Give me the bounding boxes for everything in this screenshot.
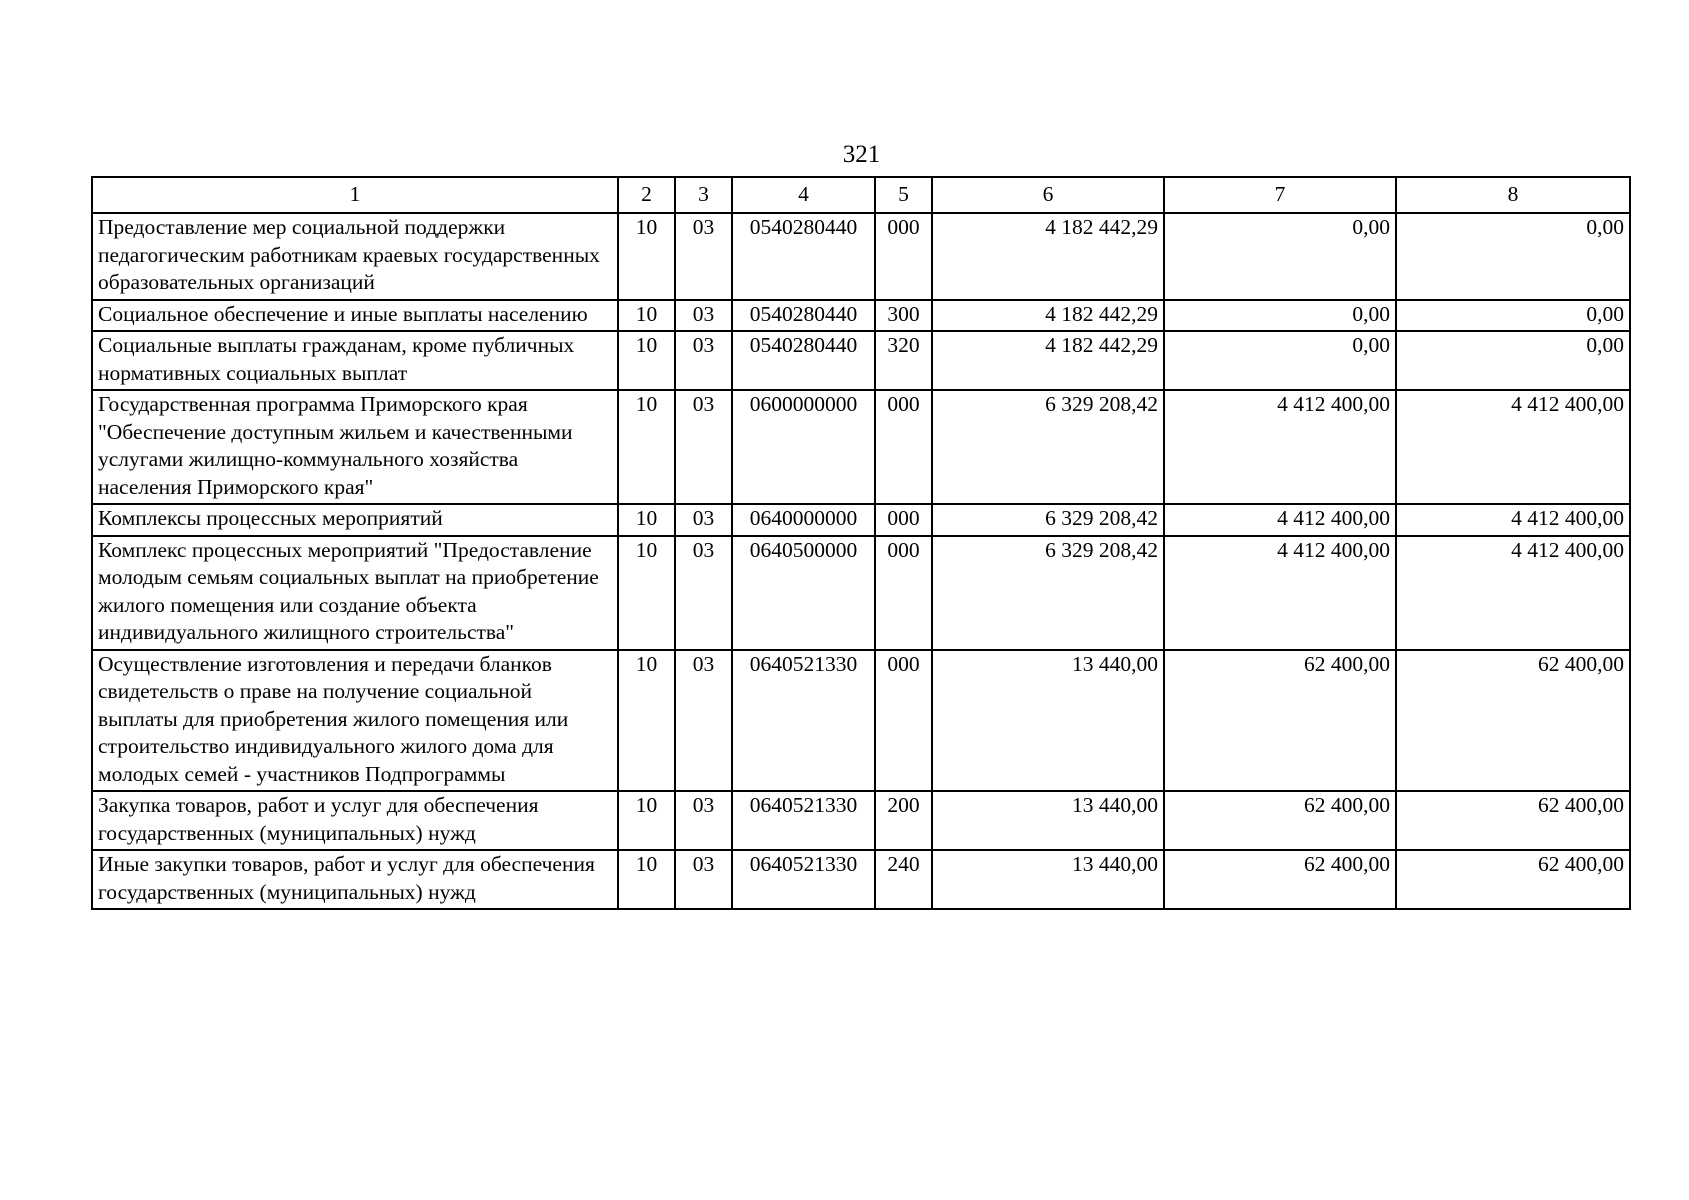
expense-type-code: 300 (875, 300, 932, 332)
amount-col6: 4 182 442,29 (932, 213, 1164, 300)
target-article-code: 0540280440 (732, 213, 875, 300)
target-article-code: 0540280440 (732, 331, 875, 390)
amount-col6: 6 329 208,42 (932, 504, 1164, 536)
section-code: 10 (618, 850, 675, 909)
column-header: 3 (675, 177, 732, 213)
budget-table (91, 176, 1631, 910)
expense-type-code: 320 (875, 331, 932, 390)
row-name: Социальные выплаты гражданам, кроме публичных нормативных социальных выплат (92, 331, 618, 390)
row-name: Предоставление мер социальной поддержки педагогическим работникам краевых государственных образовательных организаций (92, 213, 618, 300)
table-row (92, 300, 1630, 332)
subsection-code: 03 (675, 300, 732, 332)
column-header: 8 (1396, 177, 1630, 213)
amount-col6: 6 329 208,42 (932, 390, 1164, 504)
table-row (92, 504, 1630, 536)
subsection-code: 03 (675, 536, 732, 650)
amount-col6: 4 182 442,29 (932, 331, 1164, 390)
expense-type-code: 000 (875, 536, 932, 650)
amount-col8: 4 412 400,00 (1396, 536, 1630, 650)
section-code: 10 (618, 213, 675, 300)
target-article-code: 0540280440 (732, 300, 875, 332)
page-number: 321 (842, 141, 881, 168)
expense-type-code: 000 (875, 390, 932, 504)
header-row (92, 177, 1630, 213)
subsection-code: 03 (675, 390, 732, 504)
row-name: Иные закупки товаров, работ и услуг для обеспечения государственных (муниципальных) нужд (92, 850, 618, 909)
subsection-code: 03 (675, 331, 732, 390)
row-name: Закупка товаров, работ и услуг для обеспечения государственных (муниципальных) нужд (92, 791, 618, 850)
amount-col7: 62 400,00 (1164, 791, 1396, 850)
amount-col7: 0,00 (1164, 331, 1396, 390)
row-name: Комплекс процессных мероприятий "Предоставление молодым семьям социальных выплат на приобретение жилого помещения или создание объекта индивидуального жилищного строительства" (92, 536, 618, 650)
section-code: 10 (618, 504, 675, 536)
subsection-code: 03 (675, 850, 732, 909)
section-code: 10 (618, 650, 675, 792)
column-header: 5 (875, 177, 932, 213)
amount-col6: 13 440,00 (932, 650, 1164, 792)
target-article-code: 0600000000 (732, 390, 875, 504)
target-article-code: 0640000000 (732, 504, 875, 536)
amount-col6: 13 440,00 (932, 850, 1164, 909)
amount-col6: 6 329 208,42 (932, 536, 1164, 650)
target-article-code: 0640500000 (732, 536, 875, 650)
expense-type-code: 000 (875, 504, 932, 536)
expense-type-code: 240 (875, 850, 932, 909)
amount-col7: 0,00 (1164, 213, 1396, 300)
table-row (92, 650, 1630, 792)
column-header: 2 (618, 177, 675, 213)
table-row (92, 850, 1630, 909)
table-row (92, 791, 1630, 850)
subsection-code: 03 (675, 213, 732, 300)
subsection-code: 03 (675, 791, 732, 850)
table-row (92, 536, 1630, 650)
section-code: 10 (618, 331, 675, 390)
amount-col8: 62 400,00 (1396, 850, 1630, 909)
column-header: 7 (1164, 177, 1396, 213)
expense-type-code: 200 (875, 791, 932, 850)
column-header: 4 (732, 177, 875, 213)
row-name: Комплексы процессных мероприятий (92, 504, 618, 536)
target-article-code: 0640521330 (732, 791, 875, 850)
amount-col8: 62 400,00 (1396, 650, 1630, 792)
section-code: 10 (618, 536, 675, 650)
column-header: 6 (932, 177, 1164, 213)
amount-col8: 0,00 (1396, 213, 1630, 300)
table-row (92, 331, 1630, 390)
amount-col8: 0,00 (1396, 331, 1630, 390)
amount-col8: 0,00 (1396, 300, 1630, 332)
amount-col7: 4 412 400,00 (1164, 504, 1396, 536)
amount-col7: 4 412 400,00 (1164, 536, 1396, 650)
amount-col8: 4 412 400,00 (1396, 390, 1630, 504)
amount-col8: 4 412 400,00 (1396, 504, 1630, 536)
section-code: 10 (618, 390, 675, 504)
subsection-code: 03 (675, 504, 732, 536)
expense-type-code: 000 (875, 213, 932, 300)
target-article-code: 0640521330 (732, 650, 875, 792)
row-name: Осуществление изготовления и передачи бланков свидетельств о праве на получение социальной выплаты для приобретения жилого помещения или строительство индивидуального жилого дома для молодых семей - участников Подпрограммы (92, 650, 618, 792)
table-row (92, 213, 1630, 300)
amount-col7: 4 412 400,00 (1164, 390, 1396, 504)
row-name: Социальное обеспечение и иные выплаты населению (92, 300, 618, 332)
column-header: 1 (92, 177, 618, 213)
subsection-code: 03 (675, 650, 732, 792)
section-code: 10 (618, 300, 675, 332)
amount-col7: 62 400,00 (1164, 650, 1396, 792)
table-row (92, 390, 1630, 504)
amount-col6: 4 182 442,29 (932, 300, 1164, 332)
amount-col7: 62 400,00 (1164, 850, 1396, 909)
expense-type-code: 000 (875, 650, 932, 792)
section-code: 10 (618, 791, 675, 850)
amount-col6: 13 440,00 (932, 791, 1164, 850)
target-article-code: 0640521330 (732, 850, 875, 909)
amount-col7: 0,00 (1164, 300, 1396, 332)
amount-col8: 62 400,00 (1396, 791, 1630, 850)
row-name: Государственная программа Приморского края "Обеспечение доступным жильем и качественными услугами жилищно-коммунального хозяйства населения Приморского края" (92, 390, 618, 504)
